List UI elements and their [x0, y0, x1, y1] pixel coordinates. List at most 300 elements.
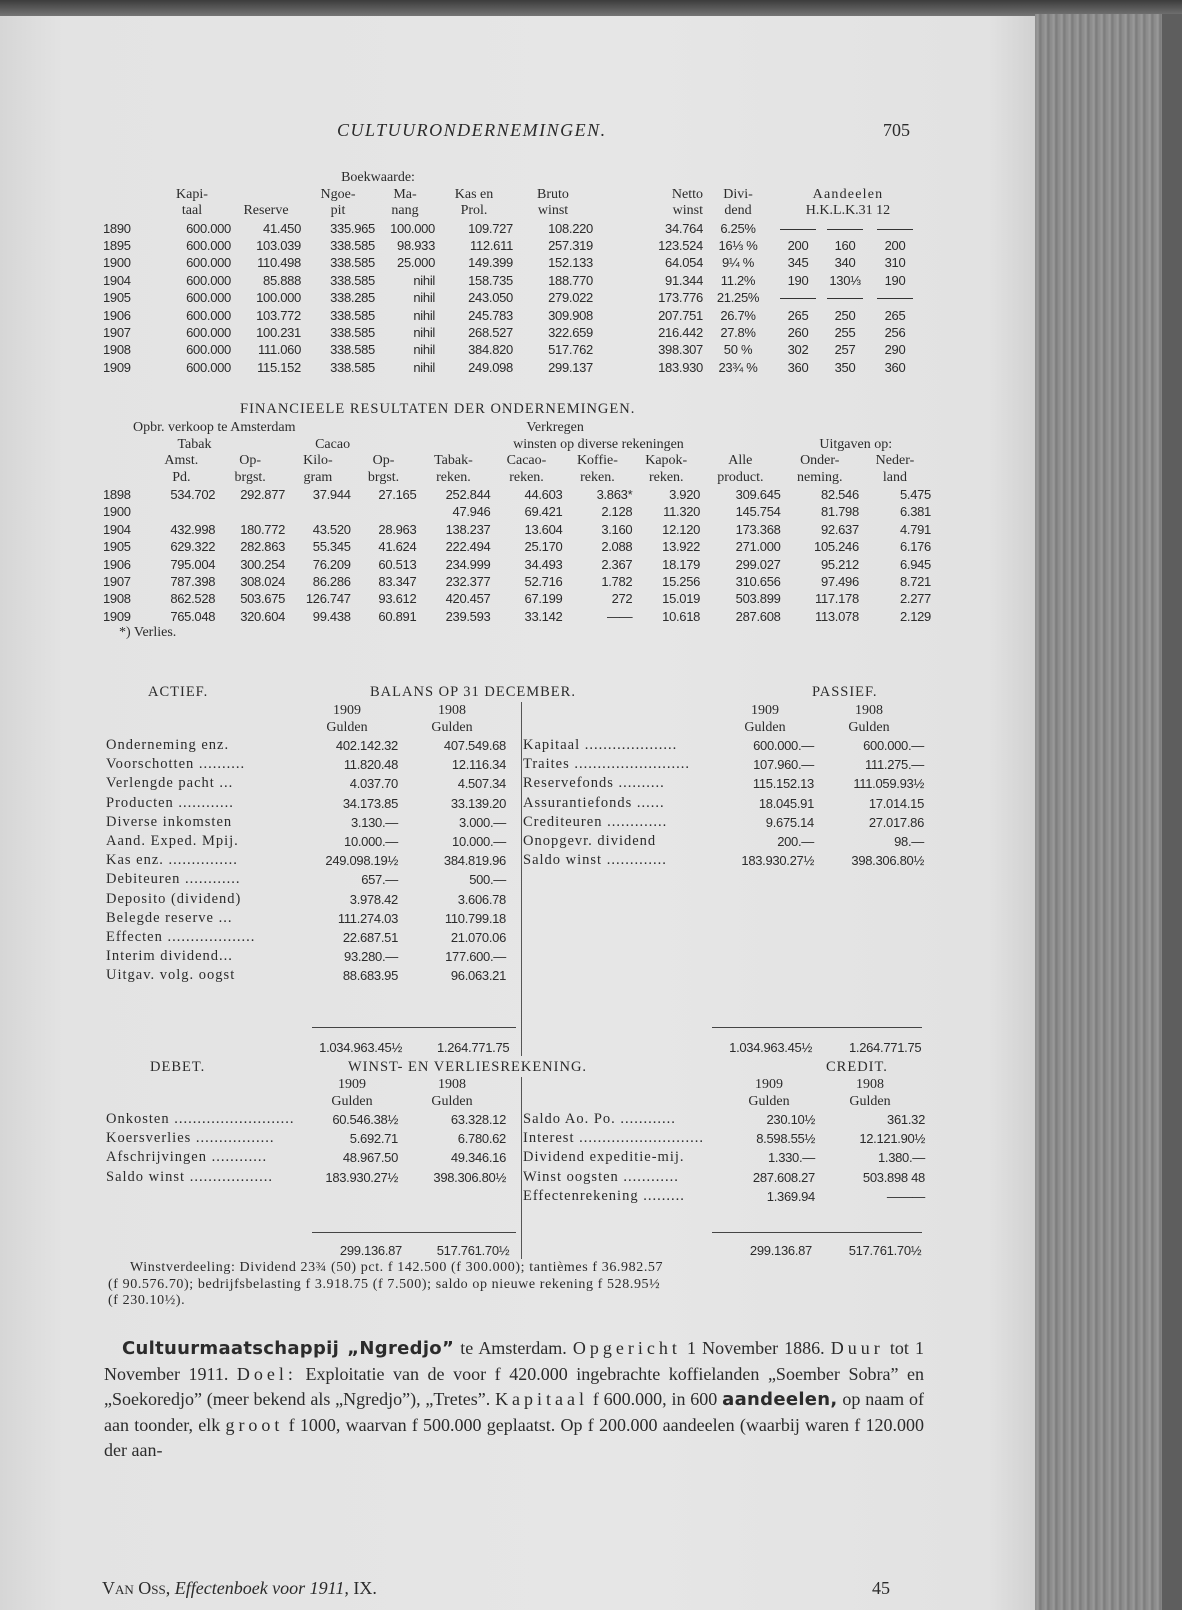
cell-value: 292.877: [240, 487, 286, 502]
table-row: [103, 538, 931, 555]
cell-bruto: 279.022: [548, 290, 593, 306]
boekwaarde-header: Boekwaarde:: [341, 170, 415, 185]
actief-total-rule: [312, 1027, 516, 1028]
actief-label: ACTIEF.: [148, 684, 209, 700]
fin-col-header-1: Op-: [372, 453, 395, 468]
col-kas-1: Kas en: [454, 186, 494, 202]
dash-rule: [827, 298, 863, 299]
cell-aandeelen-l: 250: [834, 307, 856, 323]
cell-value: 320.604: [240, 608, 286, 624]
cell-value: 138.237: [445, 521, 491, 537]
aandeelen-label: aandeelen,: [722, 1389, 838, 1410]
cell-value: 2.129: [899, 608, 931, 624]
cell-value: 126.747: [305, 591, 351, 607]
cell-value: 8.721: [899, 574, 931, 590]
ledger-row: [523, 1187, 925, 1206]
cell-value: 99.438: [312, 608, 351, 624]
cell-aandeelen-h: 260: [787, 324, 809, 340]
cell-aandeelen-k: [867, 289, 923, 306]
ledger-row: [523, 794, 924, 813]
ledger-value-1909: 200.—: [777, 833, 814, 849]
cell-kapitaal: 600.000: [186, 324, 231, 340]
ledger-value-1909: 1.369.94: [766, 1188, 815, 1204]
ledger-label: Kapitaal ....................: [523, 737, 678, 753]
cell-value: 95.212: [820, 556, 859, 572]
cell-dividend: 6.25%: [720, 220, 756, 236]
ledger-value-1908: 12.116.34: [451, 757, 506, 773]
cell-aandeelen-l: 255: [834, 324, 856, 340]
running-head-title: CULTUURONDERNEMINGEN.: [337, 120, 607, 140]
footnote-verlies: *) Verlies.: [119, 625, 177, 641]
cell-bruto: 299.137: [548, 359, 593, 375]
cell-value: 11.320: [663, 504, 701, 520]
ledger-value-1908: 12.121.90½: [859, 1131, 925, 1147]
footer-volume: IX.: [353, 1578, 377, 1598]
ledger-label: Onderneming enz.: [106, 737, 230, 753]
ledger-label: Assurantiefonds ......: [523, 794, 665, 811]
ledger-value-1909: 115.152.13: [752, 776, 814, 792]
fin-col-header-1: Amst.: [164, 453, 199, 468]
cell-kapitaal: 600.000: [186, 342, 231, 358]
ledger-label: Effecten ...................: [106, 929, 256, 946]
cell-value: 271.000: [735, 539, 781, 555]
ledger-row: [106, 870, 506, 889]
actief-unit-1908: Gulden: [431, 719, 473, 735]
cell-value: 34.493: [524, 556, 563, 572]
ledger-value-1908: 10.000.—: [452, 833, 506, 849]
cell-aandeelen-k: [867, 220, 923, 237]
footer-signature: 45: [872, 1578, 890, 1598]
table-row: [103, 289, 923, 306]
ledger-row: [523, 1110, 925, 1129]
cell-value: 787.398: [170, 574, 216, 590]
fin-col-header-2: reken.: [648, 469, 684, 485]
cell-kas: 384.820: [468, 342, 513, 358]
cell-value: 795.004: [170, 556, 216, 572]
ledger-value-1908: 21.070.06: [450, 929, 506, 945]
table-row: [103, 486, 931, 503]
ledger-value-1908: 63.328.12: [450, 1111, 506, 1127]
cell-netto: 34.764: [665, 220, 703, 236]
fin-col-header-1: Cacao-: [506, 453, 547, 468]
cell-value: 1.782: [601, 574, 633, 590]
col-kapitaal-1: Kapi-: [176, 186, 208, 202]
cell-value: 69.421: [524, 504, 563, 520]
row-year: 1905: [103, 290, 131, 306]
ledger-row: [523, 774, 924, 793]
passief-unit-1908: Gulden: [848, 719, 890, 735]
cell-aandeelen-k: 256: [884, 324, 906, 340]
debet-year-1908: 1908: [438, 1077, 466, 1092]
cell-bruto: 188.770: [548, 272, 593, 288]
doel-label: Doel:: [236, 1363, 297, 1384]
table-row: [103, 503, 931, 520]
cell-kapitaal: 600.000: [186, 272, 231, 288]
row-year: 1904: [103, 272, 131, 288]
cell-value: 180.772: [240, 521, 286, 537]
col-kas-2: Prol.: [460, 203, 488, 218]
ledger-row: [106, 832, 506, 851]
cell-dividend: 23¾ %: [718, 359, 758, 375]
company-entry: [104, 1336, 924, 1464]
cell-kapitaal: 600.000: [186, 290, 231, 306]
actief-table: [106, 703, 506, 986]
fin-col-header-2: product.: [717, 469, 764, 485]
debet-table: [106, 1077, 506, 1187]
fin-col-header-2: gram: [303, 469, 333, 485]
ledger-value-1908: 398.306.80½: [851, 853, 924, 869]
ledger-value-1908: 17.014.15: [868, 795, 924, 811]
cell-value: 145.754: [735, 504, 781, 520]
cell-value: 503.675: [240, 591, 286, 607]
row-year: 1906: [103, 556, 131, 572]
cell-kas: 268.527: [468, 324, 513, 340]
cell-value: 12.120: [662, 521, 701, 537]
cell-value: 3.920: [669, 487, 701, 502]
cell-value: 27.165: [378, 487, 417, 502]
debet-unit-1909: Gulden: [331, 1093, 373, 1109]
table-row: [103, 324, 923, 341]
row-year: 1898: [103, 487, 131, 502]
ledger-row: [523, 1168, 925, 1187]
cell-manang: nihil: [413, 272, 435, 288]
ledger-value-1908: 500.—: [469, 872, 506, 888]
cell-value: 299.027: [735, 556, 781, 572]
row-year: 1904: [103, 521, 131, 537]
cell-value: 6.381: [899, 504, 931, 520]
ledger-label: Saldo winst .............: [523, 852, 667, 869]
ledger-label: Voorschotten ..........: [106, 756, 246, 773]
col-bruto-1: Bruto: [537, 186, 569, 202]
credit-unit-1908: Gulden: [849, 1093, 891, 1109]
debet-unit-1908: Gulden: [431, 1093, 473, 1109]
opgericht-label: Opgericht: [572, 1338, 681, 1358]
ledger-label: Effectenrekening .........: [523, 1187, 685, 1204]
col-kapitaal-2: taal: [181, 203, 203, 218]
ledger-value-1909: 4.037.70: [349, 776, 398, 792]
cell-netto: 123.524: [658, 237, 703, 253]
table-row: [103, 307, 923, 324]
cell-value: 113.078: [814, 608, 859, 624]
cell-value: 86.286: [312, 574, 351, 590]
passief-total-1909: 1.034.963.45½: [729, 1040, 812, 1055]
actief-total-1908: 1.264.771.75: [437, 1040, 510, 1055]
credit-total-1909: 299.136.87: [749, 1243, 812, 1258]
cell-aandeelen-l: 340: [834, 255, 856, 271]
ledger-value-1908: 600.000.—: [863, 737, 924, 753]
ledger-row: [106, 851, 506, 870]
cell-value: 43.520: [312, 521, 351, 537]
financial-results-title: FINANCIEELE RESULTATEN DER ONDERNEMINGEN.: [240, 401, 636, 417]
cell-value: [147, 503, 215, 520]
cell-value: 117.178: [814, 591, 859, 607]
cell-manang: 25.000: [397, 255, 435, 271]
col-dividend-1: Divi-: [723, 186, 753, 202]
profit-loss-title: WINST- EN VERLIESREKENING.: [348, 1059, 588, 1075]
cell-ngoepit: 338.585: [330, 272, 375, 288]
cell-aandeelen-h: 200: [787, 237, 809, 253]
cell-reserve: 100.231: [256, 324, 301, 340]
actief-year-1908: 1908: [438, 703, 466, 718]
ledger-value-1909: 8.598.55½: [756, 1131, 815, 1147]
ledger-label: Saldo winst ..................: [106, 1168, 273, 1185]
fin-col-header-1: Neder-: [875, 453, 915, 468]
cell-ngoepit: 338.585: [330, 307, 375, 323]
ledger-value-1908: 3.000.—: [458, 814, 506, 830]
col-netto-1: Netto: [671, 186, 703, 202]
group-cacao: Cacao: [315, 436, 351, 452]
ledger-row: [523, 851, 924, 870]
cell-bruto: 309.908: [548, 307, 593, 323]
passief-year-1908: 1908: [855, 703, 883, 718]
ledger-label: Afschrijvingen ............: [106, 1149, 268, 1166]
cell-value: [351, 503, 417, 520]
cell-value: 2.088: [601, 539, 633, 555]
cell-value: 92.637: [820, 521, 859, 537]
ledger-row: [106, 1110, 506, 1129]
ledger-row: [523, 736, 924, 755]
cell-value: 2.367: [601, 556, 633, 572]
row-year: 1907: [103, 324, 131, 340]
cell-value: 503.899: [735, 591, 781, 607]
dash-rule: [780, 229, 816, 230]
aandeelen-text: op naam of aan toonder, elk: [104, 1389, 924, 1435]
row-year: 1900: [103, 255, 131, 271]
col-aandeelen-2: H.K.L.K.31 12: [805, 203, 891, 218]
page-footer: [102, 1578, 902, 1599]
cell-aandeelen-k: 360: [884, 359, 906, 375]
cell-aandeelen-h: 345: [787, 255, 809, 271]
fin-col-header-1: Alle: [728, 453, 753, 468]
cell-aandeelen-k: 265: [884, 307, 906, 323]
row-year: 1905: [103, 539, 131, 555]
passief-total-1908: 1.264.771.75: [849, 1040, 922, 1055]
cell-value: 6.176: [899, 539, 931, 555]
cell-value: 97.496: [820, 574, 859, 590]
table-row: [103, 608, 931, 625]
cell-value: 28.963: [378, 521, 417, 537]
cell-value: 222.494: [445, 539, 491, 555]
cell-value: 239.593: [445, 608, 491, 624]
ledger-value-1908: 33.139.20: [450, 795, 506, 811]
table-row: [103, 556, 931, 573]
cell-manang: nihil: [413, 307, 435, 323]
passief-year-1909: 1909: [751, 703, 779, 718]
cell-value: 3.863*: [596, 487, 633, 502]
ledger-value-1908: 384.819.96: [443, 853, 506, 869]
actief-unit-1909: Gulden: [326, 719, 368, 735]
row-year: 1895: [103, 237, 131, 253]
cell-dividend: 11.2%: [720, 272, 756, 288]
ledger-row: [106, 794, 506, 813]
cell-value: 13.604: [524, 521, 563, 537]
cell-value: [285, 503, 351, 520]
table-row: [103, 590, 931, 607]
ledger-row: [106, 966, 506, 985]
ledger-value-1908: 111.275.—: [865, 757, 924, 773]
cell-aandeelen-l: 257: [834, 342, 856, 358]
ledger-value-1908: 398.306.80½: [433, 1169, 506, 1185]
cell-value: 10.618: [662, 608, 701, 624]
ledger-value-1909: 183.930.27½: [741, 853, 814, 869]
company-location: te Amsterdam.: [454, 1338, 573, 1358]
cell-kas: 249.098: [468, 359, 513, 375]
table-row: [103, 220, 923, 237]
ledger-value-1908: 111.059.93½: [853, 776, 924, 792]
ledger-row: [106, 890, 506, 909]
table-row: [103, 573, 931, 590]
cell-value: 76.209: [312, 556, 351, 572]
cell-value: 67.199: [524, 591, 563, 607]
row-year: 1908: [103, 591, 131, 607]
ledger-value-1909: 48.967.50: [342, 1150, 398, 1166]
cell-aandeelen-k: 200: [884, 237, 906, 253]
row-year: 1890: [103, 220, 131, 236]
cell-reserve: 41.450: [263, 220, 301, 236]
cell-kapitaal: 600.000: [186, 359, 231, 375]
ledger-value-1909: 5.692.71: [349, 1131, 398, 1147]
ledger-row: [106, 774, 506, 793]
passief-total-rule: [712, 1027, 922, 1028]
credit-total: [700, 1243, 924, 1258]
passief-total: [700, 1040, 924, 1055]
financial-results-table: [103, 420, 931, 625]
ledger-value-1909: 402.142.32: [335, 737, 398, 753]
cell-value: 41.624: [378, 539, 417, 555]
ledger-value-1908: 6.780.62: [457, 1131, 506, 1147]
cell-kapitaal: 600.000: [186, 237, 231, 253]
cell-netto: 91.344: [665, 272, 703, 288]
opgericht-value: 1 November 1886.: [680, 1338, 831, 1358]
ledger-row: [523, 832, 924, 851]
cell-aandeelen-h: 265: [787, 307, 809, 323]
ledger-value-1909: 287.608.27: [752, 1169, 815, 1185]
ledger-row: [106, 1148, 506, 1167]
ledger-label: Crediteuren .............: [523, 813, 668, 830]
table-row: [103, 521, 931, 538]
passief-label: PASSIEF.: [812, 684, 878, 700]
ledger-value-1909: 88.683.95: [342, 968, 398, 984]
ledger-row: [106, 1168, 506, 1187]
credit-section: [523, 1077, 925, 1206]
cell-aandeelen-h: [773, 220, 823, 237]
col-reserve-2: Reserve: [243, 203, 289, 218]
debet-total: [290, 1243, 514, 1258]
ledger-value-1908: 177.600.—: [445, 949, 506, 965]
debet-total-rule: [312, 1232, 516, 1233]
cell-aandeelen-l: [823, 289, 867, 306]
winstverdeeling-line-1: Winstverdeeling: Dividend 23¾ (50) pct. f 142.500 (f 300.000); tantièmes f 36.982.57: [130, 1260, 664, 1275]
cell-value: 272: [611, 591, 633, 607]
dash-rule: [780, 298, 816, 299]
fin-col-header-2: reken.: [580, 469, 615, 485]
cell-bruto: 322.659: [548, 324, 593, 340]
ledger-label: Saldo Ao. Po. ............: [523, 1111, 676, 1127]
cell-aandeelen-h: [773, 289, 823, 306]
ledger-value-1908: ———: [886, 1188, 925, 1204]
ledger-value-1908: 1.380.—: [877, 1150, 925, 1166]
cell-value: 287.608: [735, 608, 781, 624]
cell-manang: nihil: [413, 359, 435, 375]
cell-manang: nihil: [413, 324, 435, 340]
row-year: 1909: [103, 359, 131, 375]
row-year: 1900: [103, 504, 131, 520]
group-uitgaven: Uitgaven op:: [819, 436, 893, 452]
col-ngoepit-2: pit: [330, 203, 346, 218]
cell-ngoepit: 338.585: [330, 359, 375, 375]
ledger-row: [523, 813, 924, 832]
duur-value: tot 1 November 1911.: [104, 1338, 924, 1384]
cell-reserve: 111.060: [258, 342, 301, 358]
col-dividend-2: dend: [724, 203, 752, 218]
cell-aandeelen-h: 360: [787, 359, 809, 375]
table-row: [103, 359, 923, 376]
cell-kas: 245.783: [468, 307, 513, 323]
cell-value: 15.019: [662, 591, 701, 607]
cell-value: 4.791: [899, 521, 931, 537]
cell-value: 282.863: [240, 539, 286, 555]
col-manang-1: Ma-: [393, 186, 417, 202]
ledger-label: Onopgevr. dividend: [523, 833, 657, 850]
cell-reserve: 110.498: [257, 255, 301, 271]
cell-manang: 98.933: [397, 237, 435, 253]
fin-col-header-2: reken.: [436, 469, 471, 485]
kapitaal-label: Kapitaal: [495, 1389, 589, 1409]
cell-value: 629.322: [170, 539, 216, 555]
cell-value: 862.528: [170, 591, 216, 607]
cell-value: 83.347: [378, 574, 417, 590]
ledger-row: [106, 947, 506, 966]
cell-ngoepit: 338.285: [330, 290, 375, 306]
cell-reserve: 103.772: [256, 307, 301, 323]
ledger-value-1909: 1.330.—: [767, 1150, 815, 1166]
doel-value: Exploitatie van de voor f 420.000 ingebrachte koffielanden „Soember Sobra” en „Soekoredjo” (meer bekend als „Ngredjo”), „Tretes”.: [104, 1363, 924, 1409]
ledger-label: Belegde reserve ...: [106, 909, 233, 926]
ledger-value-1909: 107.960.—: [753, 757, 814, 773]
cell-aandeelen-k: 310: [884, 255, 906, 271]
ledger-label: Winst oogsten ............: [523, 1168, 679, 1185]
cell-reserve: 103.039: [256, 237, 301, 253]
fin-col-header-2: neming.: [797, 469, 843, 485]
ledger-value-1909: 93.280.—: [344, 949, 398, 965]
kapitaal-value: f 600.000, in 600: [588, 1389, 723, 1409]
ledger-value-1909: 18.045.91: [758, 795, 814, 811]
group-tabak: Tabak: [177, 436, 212, 452]
cell-netto: 64.054: [665, 255, 703, 271]
dash-rule: [877, 298, 913, 299]
cell-value: 93.612: [378, 591, 417, 607]
cell-aandeelen-k: 290: [884, 342, 906, 358]
ledger-value-1909: 657.—: [361, 872, 398, 888]
cell-value: 5.475: [899, 487, 931, 502]
cell-netto: 207.751: [658, 307, 703, 323]
cell-ngoepit: 335.965: [330, 220, 375, 236]
cell-value: 82.546: [820, 487, 859, 502]
cell-value: 44.603: [524, 487, 563, 502]
cell-aandeelen-l: 350: [834, 359, 856, 375]
book-page-edges: [1035, 14, 1182, 1610]
ledger-value-1909: 34.173.85: [342, 795, 398, 811]
actief-total: [290, 1040, 514, 1055]
cell-value: 252.844: [445, 487, 491, 502]
cell-dividend: 21.25%: [716, 290, 760, 306]
debet-total-1909: 299.136.87: [339, 1243, 402, 1258]
cell-value: 15.256: [662, 574, 701, 590]
results-table: [103, 170, 923, 376]
credit-unit-1909: Gulden: [748, 1093, 790, 1109]
cell-value: 309.645: [735, 487, 781, 502]
page-number: 705: [883, 120, 910, 140]
